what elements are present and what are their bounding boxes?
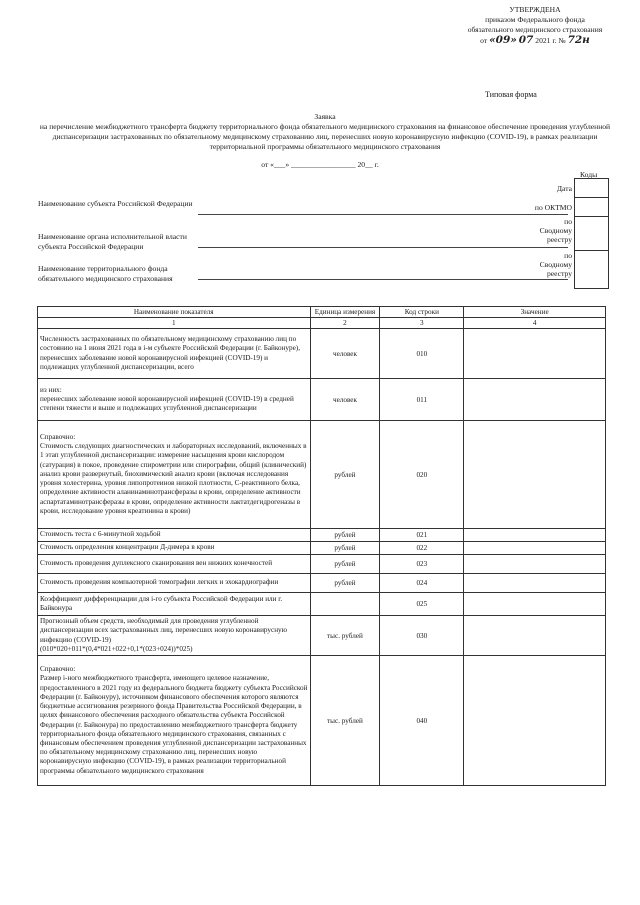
row-value[interactable] bbox=[464, 379, 606, 421]
approval-number: 72н bbox=[567, 34, 590, 46]
code-cell-registry-1[interactable] bbox=[575, 217, 608, 251]
table-header-row bbox=[38, 307, 606, 318]
row-value[interactable] bbox=[464, 593, 606, 616]
row-value[interactable] bbox=[464, 542, 606, 555]
row-unit: тыс. рублей bbox=[310, 616, 380, 656]
approval-from: от bbox=[480, 36, 488, 45]
row-unit: рублей bbox=[310, 574, 380, 593]
row-unit bbox=[310, 593, 380, 616]
row-name: Справочно: Стоимость следующих диагностических и лабораторных исследований, включенных в 1 этап углубленной диспансеризации: измерение насыщения крови кислородом (сатурация) в покое, проведение спирометрии или спирографии, общий (клинический) анализ крови развернутый, биохимический анализ крови (включая исследования уровня холестерина, уровня липопротеинов низкой плотности, С-реактивного белка, определение активности аланинаминотрансферазы в крови, определение активности аспартатаминотрансферазы в крови, определение активности лактатдегидрогеназы в крови, исследование уровня креатинина в крови) bbox=[38, 421, 311, 529]
row-unit: человек bbox=[310, 329, 380, 379]
row-unit: рублей bbox=[310, 529, 380, 542]
row-value[interactable] bbox=[464, 421, 606, 529]
code-label-registry-1: по Сводному реестру bbox=[539, 217, 572, 244]
column-number-row bbox=[38, 318, 606, 329]
row-code: 010 bbox=[380, 329, 464, 379]
field-input-subject[interactable] bbox=[198, 214, 568, 215]
row-unit: тыс. рублей bbox=[310, 656, 380, 786]
code-label-date: Дата bbox=[556, 184, 572, 193]
row-name: Справочно: Размер i-ного межбюджетного трансферта, имеющего целевое назначение, предоставленного в 2021 году из федерального бюджета бюджету субъекта Российской Федерации (г. Байконуру), источником финансового обеспечения которого являются бюджетные ассигнования резервного фонда Правительства Российской Федерации, в целях финансового обеспечения расходного обязательства субъекта Российской Федерации (г. Байконура) по предоставлению межбюджетного трансферта бюджету территориального фонда обязательного медицинского страхования, связанных с финансовым обеспечением проведения углубленной диспансеризации застрахованных по обязательному медицинскому страхованию лиц, перенесших новую коронавирусную инфекцию (COVID-19), в рамках реализации территориальной программы обязательного медицинского страхования bbox=[38, 656, 311, 786]
code-label-oktmo: по ОКТМО bbox=[534, 203, 572, 212]
field-label-subject: Наименование субъекта Российской Федерации bbox=[38, 199, 193, 208]
header-indicator: Наименование показателя bbox=[38, 307, 311, 318]
code-cell-oktmo[interactable] bbox=[575, 198, 608, 217]
row-value[interactable] bbox=[464, 529, 606, 542]
col-num: 2 bbox=[310, 318, 380, 329]
row-code: 025 bbox=[380, 593, 464, 616]
row-value[interactable] bbox=[464, 574, 606, 593]
table-row bbox=[38, 379, 606, 421]
table-row bbox=[38, 542, 606, 555]
codes-box bbox=[574, 178, 609, 289]
table-row bbox=[38, 656, 606, 786]
code-cell-date[interactable] bbox=[575, 179, 608, 198]
field-input-fund[interactable] bbox=[198, 279, 568, 280]
col-num: 1 bbox=[38, 318, 311, 329]
approval-date-line bbox=[440, 35, 630, 46]
row-name: из них: перенесших заболевание новой коронавирусной инфекцией (COVID-19) в средней степени тяжести и выше и подлежащих углубленной диспансеризации bbox=[38, 379, 311, 421]
header-code: Код строки bbox=[380, 307, 464, 318]
row-unit: рублей bbox=[310, 542, 380, 555]
field-label-fund: Наименование территориального фонда обязательного медицинского страхования bbox=[38, 264, 173, 283]
approval-year: 2021 г. № bbox=[535, 36, 566, 45]
row-unit: рублей bbox=[310, 421, 380, 529]
approval-title: УТВЕРЖДЕНА bbox=[509, 5, 561, 14]
row-code: 040 bbox=[380, 656, 464, 786]
document-title bbox=[30, 112, 620, 152]
code-cell-registry-2[interactable] bbox=[575, 251, 608, 287]
indicators-table bbox=[37, 306, 606, 786]
row-name: Стоимость теста с 6-минутной ходьбой bbox=[38, 529, 311, 542]
table-row bbox=[38, 329, 606, 379]
row-name: Прогнозный объем средств, необходимый для проведения углубленной диспансеризации всех застрахованных лиц, перенесших новую коронавирусную инфекцию (COVID-19) (010*020+011*(0,4*021+022+0,1*(023+024))*025) bbox=[38, 616, 311, 656]
row-value[interactable] bbox=[464, 555, 606, 574]
col-num: 4 bbox=[464, 318, 606, 329]
row-code: 030 bbox=[380, 616, 464, 656]
field-input-authority[interactable] bbox=[198, 247, 568, 248]
approval-order: приказом Федерального фонда bbox=[485, 15, 585, 24]
table-row bbox=[38, 421, 606, 529]
title-body: на перечисление межбюджетного трансферта бюджету территориального фонда обязательного медицинского страхования на финансовое обеспечение проведения углубленной диспансеризации застрахованных по обязательному медицинскому страхованию лиц, перенесших новую коронавирусную инфекцию (COVID-19), в рамках реализации территориальной программы обязательного медицинского страхования bbox=[39, 122, 611, 151]
codes-header: Коды bbox=[580, 170, 598, 179]
row-name: Численность застрахованных по обязательному медицинскому страхованию лиц по состоянию на 1 июня 2021 года в i-м субъекте Российской Федерации (г. Байконуре), перенесших заболевание новой коронавирусной инфекцией (COVID-19) и подлежащих углубленной диспансеризации, всего bbox=[38, 329, 311, 379]
row-code: 023 bbox=[380, 555, 464, 574]
row-code: 024 bbox=[380, 574, 464, 593]
field-label-authority: Наименование органа исполнительной власти субъекта Российской Федерации bbox=[38, 232, 187, 251]
table-row bbox=[38, 574, 606, 593]
row-name: Стоимость проведения дуплексного сканирования вен нижних конечностей bbox=[38, 555, 311, 574]
row-code: 021 bbox=[380, 529, 464, 542]
row-code: 011 bbox=[380, 379, 464, 421]
approval-month: 07 bbox=[518, 34, 534, 46]
approval-day: «09» bbox=[489, 34, 517, 46]
row-name: Стоимость определения концентрации Д-димера в крови bbox=[38, 542, 311, 555]
title-word: Заявка bbox=[314, 112, 336, 121]
table-row bbox=[38, 616, 606, 656]
code-label-registry-2: по Сводному реестру bbox=[539, 251, 572, 278]
row-unit: человек bbox=[310, 379, 380, 421]
row-value[interactable] bbox=[464, 616, 606, 656]
row-name: Коэффициент дифференциации для i-го субъекта Российской Федерации или г. Байконура bbox=[38, 593, 311, 616]
approval-fund: обязательного медицинского страхования bbox=[467, 25, 603, 34]
row-code: 022 bbox=[380, 542, 464, 555]
document-date: от «___» _________________ 20__ г. bbox=[261, 160, 379, 169]
row-unit: рублей bbox=[310, 555, 380, 574]
table-row bbox=[38, 593, 606, 616]
row-value[interactable] bbox=[464, 656, 606, 786]
form-type-label: Типовая форма bbox=[485, 90, 537, 99]
row-code: 020 bbox=[380, 421, 464, 529]
header-unit: Единица измерения bbox=[310, 307, 380, 318]
row-name: Стоимость проведения компьютерной томографии легких и эхокардиографии bbox=[38, 574, 311, 593]
row-value[interactable] bbox=[464, 329, 606, 379]
table-row bbox=[38, 529, 606, 542]
col-num: 3 bbox=[380, 318, 464, 329]
approval-stamp bbox=[440, 5, 630, 46]
table-row bbox=[38, 555, 606, 574]
header-value: Значение bbox=[464, 307, 606, 318]
